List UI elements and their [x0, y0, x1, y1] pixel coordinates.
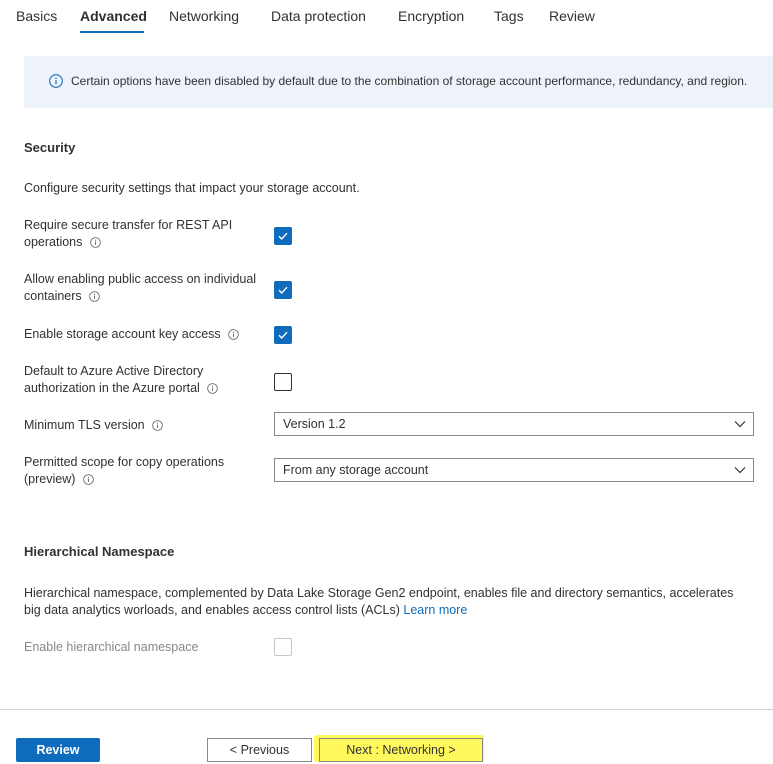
info-tooltip-icon[interactable]	[90, 237, 101, 248]
hns-description-line1: Hierarchical namespace, complemented by Data Lake Storage Gen2 endpoint, enables file and directory semantics, accelerates	[24, 586, 734, 600]
tab-networking[interactable]: Networking	[169, 8, 240, 24]
checkmark-icon	[277, 230, 289, 242]
copy-scope-select[interactable]	[274, 458, 754, 482]
copy-scope-label	[24, 454, 274, 488]
aad-default-label	[24, 363, 274, 397]
chevron-down-icon	[734, 465, 746, 475]
tls-version-select[interactable]	[274, 412, 754, 436]
tab-tags[interactable]: Tags	[494, 8, 524, 24]
checkmark-icon	[277, 329, 289, 341]
copy-scope-label-line2: (preview)	[24, 472, 76, 486]
tab-encryption[interactable]: Encryption	[398, 8, 465, 24]
tls-version-value: Version 1.2	[283, 417, 346, 431]
tab-advanced[interactable]: Advanced	[80, 8, 147, 24]
hns-description	[24, 585, 773, 619]
active-tab-indicator	[80, 31, 144, 33]
learn-more-link[interactable]: Learn more	[403, 603, 468, 617]
checkmark-icon	[277, 284, 289, 296]
aad-default-checkbox[interactable]	[274, 373, 292, 391]
aad-default-label-line1: Default to Azure Active Directory	[24, 364, 204, 378]
hns-heading: Hierarchical Namespace	[24, 544, 175, 559]
copy-scope-value: From any storage account	[283, 463, 429, 477]
hns-description-line2: big data analytics worloads, and enables access control lists (ACLs)	[24, 603, 400, 617]
public-access-label-line2: containers	[24, 289, 82, 303]
chevron-down-icon	[734, 419, 746, 429]
key-access-label	[24, 326, 274, 343]
copy-scope-label-line1: Permitted scope for copy operations	[24, 455, 225, 469]
key-access-label-text: Enable storage account key access	[24, 327, 221, 341]
tls-label-text: Minimum TLS version	[24, 418, 145, 432]
hns-enable-checkbox[interactable]	[274, 638, 292, 656]
tls-label	[24, 417, 274, 434]
security-description: Configure security settings that impact your storage account.	[24, 181, 360, 195]
previous-button[interactable]: < Previous	[207, 738, 312, 762]
public-access-checkbox[interactable]	[274, 281, 292, 299]
info-icon	[49, 74, 63, 88]
hns-enable-label: Enable hierarchical namespace	[24, 640, 199, 654]
public-access-label-line1: Allow enabling public access on individual	[24, 272, 257, 286]
security-heading: Security	[24, 140, 76, 155]
footer-divider	[0, 709, 773, 710]
info-banner	[24, 56, 773, 108]
tab-basics[interactable]: Basics	[16, 8, 58, 24]
info-tooltip-icon[interactable]	[152, 420, 163, 431]
secure-transfer-label-line1: Require secure transfer for REST API	[24, 218, 233, 232]
secure-transfer-label	[24, 217, 274, 251]
info-tooltip-icon[interactable]	[89, 291, 100, 302]
tab-data-protection[interactable]: Data protection	[271, 8, 366, 24]
info-tooltip-icon[interactable]	[207, 383, 218, 394]
tab-review[interactable]: Review	[549, 8, 595, 24]
next-networking-button[interactable]: Next : Networking >	[319, 738, 483, 762]
secure-transfer-label-line2: operations	[24, 235, 83, 249]
secure-transfer-checkbox[interactable]	[274, 227, 292, 245]
public-access-label	[24, 271, 274, 305]
info-tooltip-icon[interactable]	[83, 474, 94, 485]
info-banner-text: Certain options have been disabled by default due to the combination of storage account performance, redundancy, and region.	[71, 74, 748, 88]
key-access-checkbox[interactable]	[274, 326, 292, 344]
aad-default-label-line2: authorization in the Azure portal	[24, 381, 200, 395]
info-tooltip-icon[interactable]	[228, 329, 239, 340]
review-button[interactable]: Review	[16, 738, 100, 762]
